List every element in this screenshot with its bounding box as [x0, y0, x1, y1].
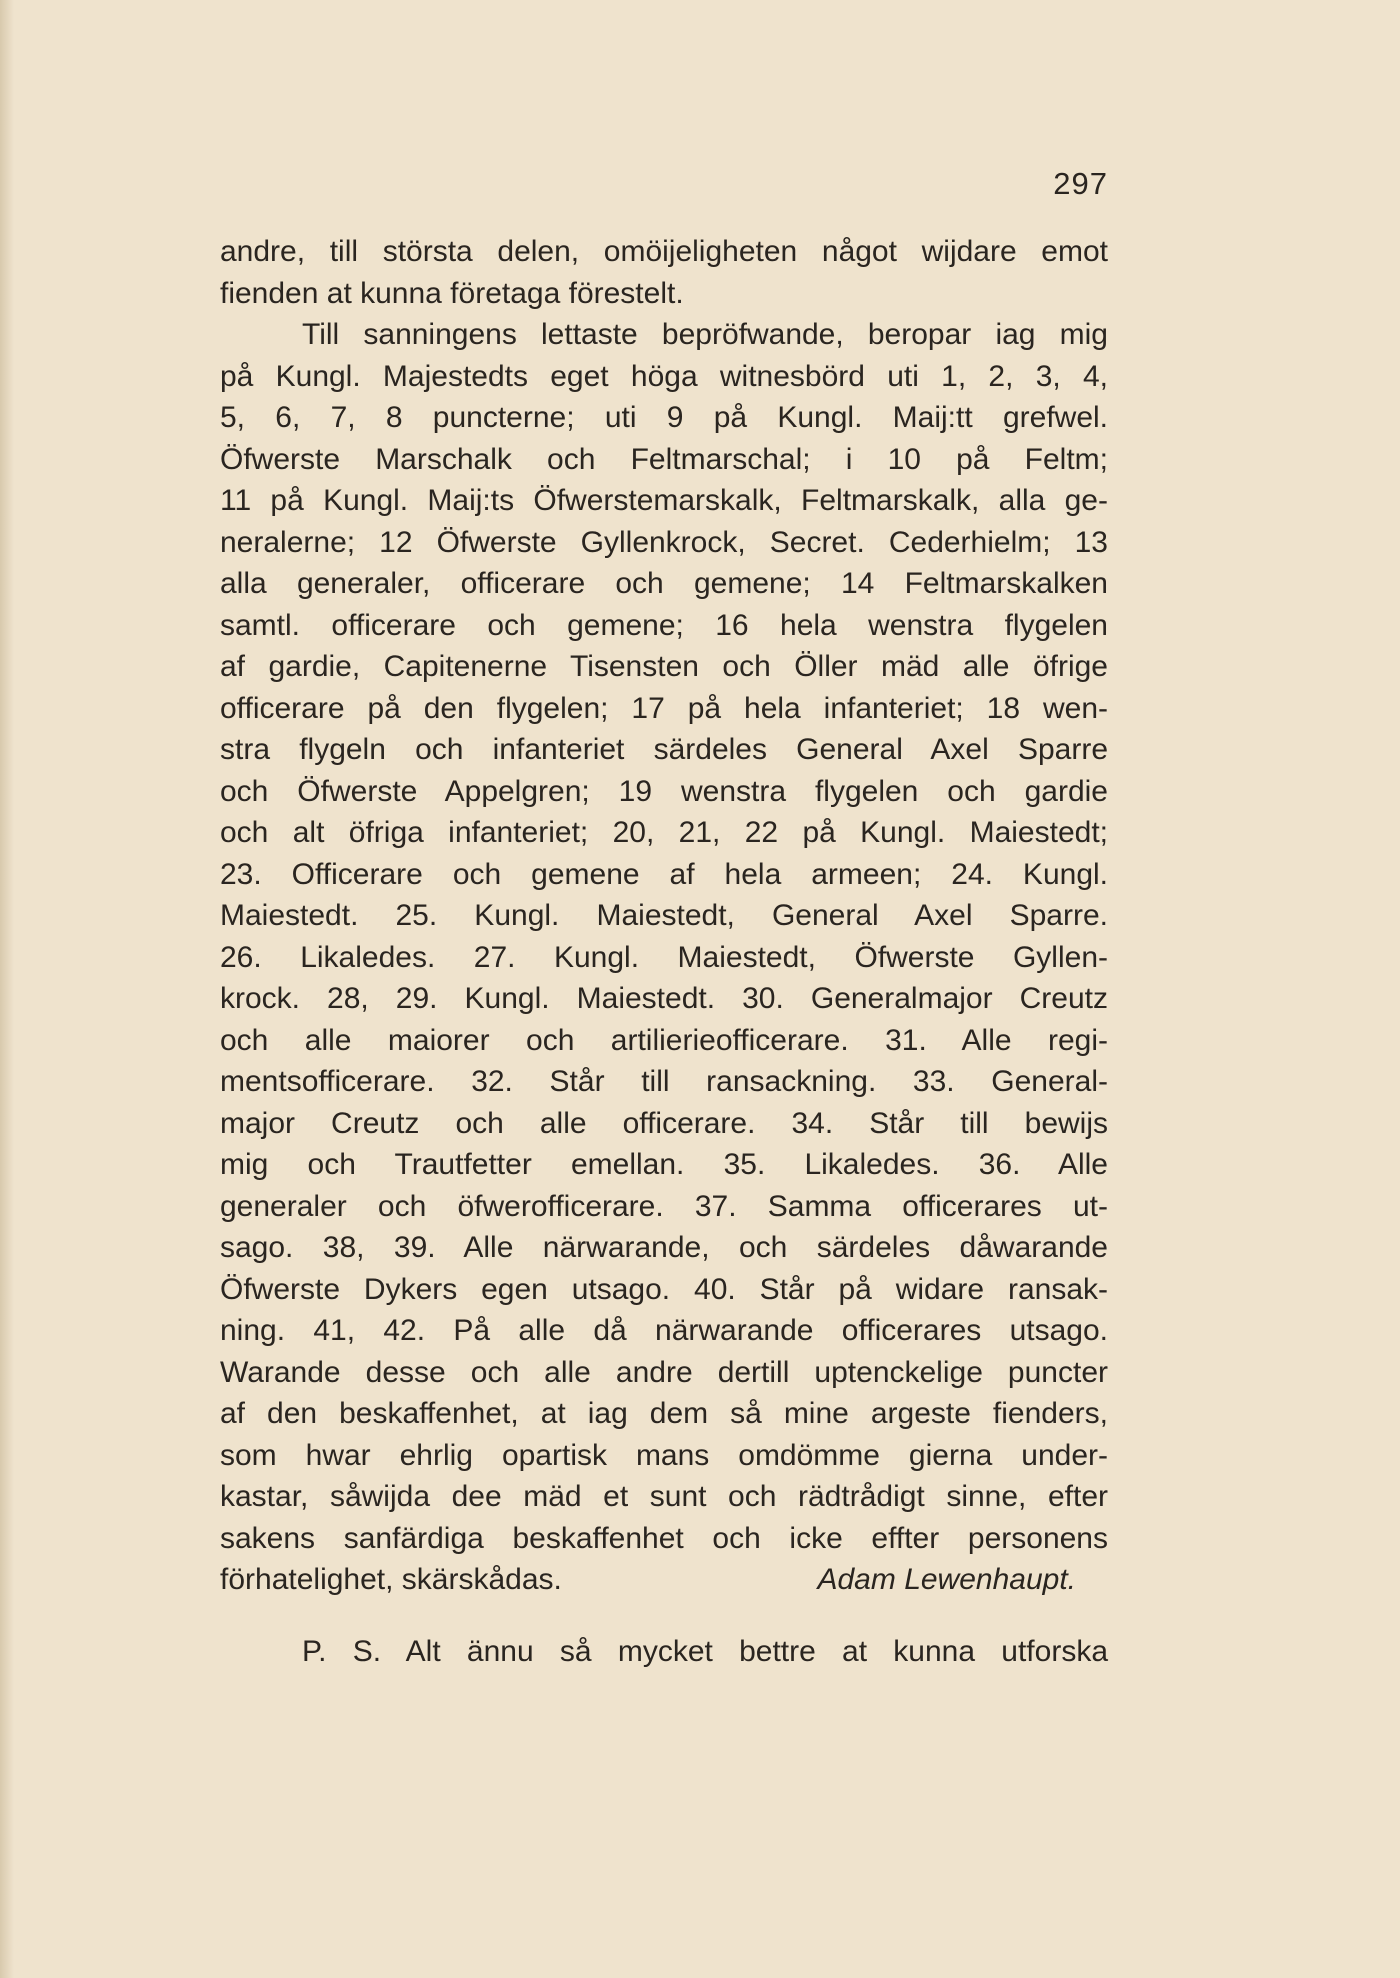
text-line: af den beskaffenhet, at iag dem så mine argeste fienders,	[220, 1397, 1108, 1430]
page-edge-shadow	[0, 0, 14, 1978]
text-line: samtl. officerare och gemene; 16 hela wenstra flygelen	[220, 608, 1108, 642]
text-line: Warande desse och alle andre dertill uptenckelige puncter	[220, 1355, 1108, 1389]
text-line: mentsofficerare. 32. Står till ransackning. 33. General-	[220, 1065, 1108, 1098]
text-line: 5, 6, 7, 8 puncterne; uti 9 på Kungl. Maij:tt grefwel.	[220, 401, 1108, 434]
text-line: på Kungl. Majestedts eget höga witnesbörd uti 1, 2, 3, 4,	[220, 359, 1108, 393]
text-line: andre, till största delen, omöijeligheten något wijdare emot	[220, 235, 1108, 268]
text-line: generaler och öfwerofficerare. 37. Samma officerares ut-	[220, 1189, 1108, 1223]
text-line: mig och Trautfetter emellan. 35. Likaledes. 36. Alle	[220, 1148, 1108, 1181]
text-line: och Öfwerste Appelgren; 19 wenstra flygelen och gardie	[220, 774, 1108, 808]
text-line: ning. 41, 42. På alle då närwarande officerares utsago.	[220, 1314, 1108, 1347]
text-line: Till sanningens lettaste bepröfwande, beropar iag mig	[302, 318, 1108, 351]
text-line: fienden at kunna företaga förestelt.	[220, 276, 684, 310]
text-line: alla generaler, officerare och gemene; 14 Feltmarskalken	[220, 567, 1108, 600]
body-text	[220, 231, 1108, 1601]
closing-text: förhatelighet, skärskådas.	[220, 1563, 562, 1596]
text-line: neralerne; 12 Öfwerste Gyllenkrock, Secret. Cederhielm; 13	[220, 525, 1108, 559]
text-line: af gardie, Capitenerne Tisensten och Öller mäd alle öfrige	[220, 650, 1108, 683]
closing-line	[220, 1559, 1108, 1601]
text-line: som hwar ehrlig opartisk mans omdömme gierna under-	[220, 1438, 1108, 1472]
text-line: krock. 28, 29. Kungl. Maiestedt. 30. Generalmajor Creutz	[220, 982, 1108, 1015]
text-line: Öfwerste Dykers egen utsago. 40. Står på widare ransak-	[220, 1272, 1108, 1306]
text-line: officerare på den flygelen; 17 på hela infanteriet; 18 wen-	[220, 691, 1108, 725]
text-line: Maiestedt. 25. Kungl. Maiestedt, General Axel Sparre.	[220, 899, 1108, 932]
text-line: Öfwerste Marschalk och Feltmarschal; i 10 på Feltm;	[220, 442, 1108, 476]
text-line: 26. Likaledes. 27. Kungl. Maiestedt, Öfwerste Gyllen-	[220, 940, 1108, 974]
text-line: stra flygeln och infanteriet särdeles General Axel Sparre	[220, 733, 1108, 766]
page-number: 297	[1053, 166, 1108, 201]
text-line: och alle maiorer och artilierieofficerare. 31. Alle regi-	[220, 1023, 1108, 1057]
text-line: 11 på Kungl. Maij:ts Öfwerstemarskalk, Feltmarskalk, alla ge-	[220, 484, 1108, 517]
text-line: sago. 38, 39. Alle närwarande, och särdeles dåwarande	[220, 1231, 1108, 1264]
text-line: och alt öfriga infanteriet; 20, 21, 22 på Kungl. Maiestedt;	[220, 816, 1108, 849]
text-line: sakens sanfärdiga beskaffenhet och icke effter personens	[220, 1521, 1108, 1555]
text-line: major Creutz och alle officerare. 34. Står till bewijs	[220, 1106, 1108, 1140]
text-line: 23. Officerare och gemene af hela armeen; 24. Kungl.	[220, 857, 1108, 891]
signature: Adam Lewenhaupt.	[817, 1563, 1076, 1596]
postscript: P. S. Alt ännu så mycket bettre at kunna utforska	[302, 1635, 1108, 1668]
text-line: kastar, såwijda dee mäd et sunt och rädtrådigt sinne, efter	[220, 1480, 1108, 1513]
